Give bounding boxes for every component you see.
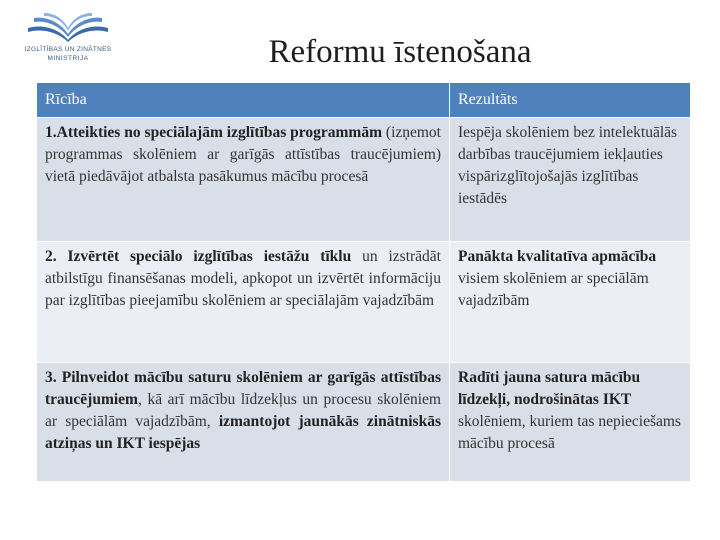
table-header-row	[37, 83, 691, 118]
column-header-action: Rīcība	[37, 83, 450, 118]
result-text: visiem skolēniem ar speciālām vajadzībām	[458, 270, 649, 309]
action-bold-text: 2. Izvērtēt speciālo izglītības iestāžu tīklu	[45, 248, 352, 265]
action-bold-text: 3. Pilnveidot mācību saturu skolēniem ar garīgās attīstības traucējumiem	[45, 369, 441, 408]
action-cell	[37, 363, 450, 482]
table-row	[37, 363, 691, 482]
table-row	[37, 118, 691, 242]
logo-text-line1: IZGLĪTĪBAS UN ZINĀTNES	[24, 46, 112, 53]
result-cell	[450, 363, 691, 482]
result-bold-text: Panākta kvalitatīva apmācība	[458, 248, 657, 265]
logo-text-line2: MINISTRIJA	[47, 55, 89, 62]
column-header-result: Rezultāts	[450, 83, 691, 118]
action-cell	[37, 118, 450, 242]
result-cell	[450, 118, 691, 242]
table-row	[37, 242, 691, 363]
action-bold-text: 1.Atteikties no speciālajām izglītības programmām	[45, 124, 382, 141]
book-emblem-icon	[18, 10, 118, 44]
action-cell	[37, 242, 450, 363]
action-text: (izņemot programmas skolēniem ar garīgās attīstības traucējumiem) vietā piedāvājot atbalsta pasākumus mācību procesā	[45, 124, 441, 185]
result-text: skolēniem, kuriem tas nepieciešams mācību procesā	[458, 413, 681, 452]
reform-table	[36, 82, 691, 482]
action-bold-text-2: izmantojot jaunākās zinātniskās atziņas un IKT iespējas	[45, 413, 441, 452]
result-text: Iespēja skolēniem bez intelektuālās darbības traucējumiem iekļauties vispārizglītojošajās izglītības iestādēs	[458, 124, 678, 207]
result-cell	[450, 242, 691, 363]
result-bold-text: Radīti jauna satura mācību līdzekļi, nodrošinātas IKT	[458, 369, 641, 408]
page-title: Reformu īstenošana	[268, 34, 532, 70]
ministry-logo	[18, 10, 118, 72]
action-text: un izstrādāt atbilstīgu finansēšanas modeli, apkopot un izvērtēt informāciju par izglītības pieejamību skolēniem ar speciālajām vajadzībām	[45, 248, 441, 309]
action-text: , kā arī mācību līdzekļus un procesu skolēniem ar speciālām vajadzībām,	[45, 391, 441, 430]
